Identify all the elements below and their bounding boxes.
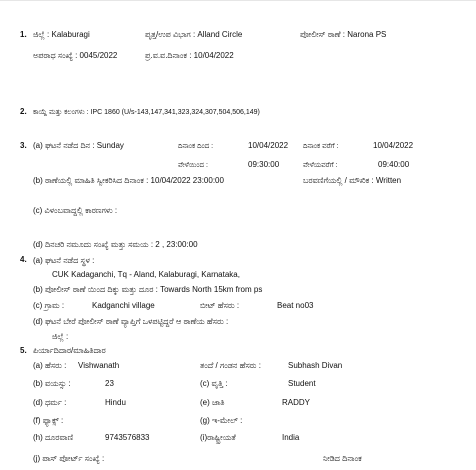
village-value: Kadganchi village <box>92 301 155 310</box>
date-to-label: ದಿನಾಂಕ ವರೆಗೆ : <box>303 143 339 150</box>
time-to-value: 09:40:00 <box>378 160 410 169</box>
nationality-value: India <box>282 433 300 442</box>
crime-number-field: ಅಪರಾಧ ಸಂಖ್ಯೆ : 0045/2022 <box>33 51 118 60</box>
issue-date-label: ನೀಡಿದ ದಿನಾಂಕ <box>323 454 362 463</box>
name-value: Vishwanath <box>78 361 120 370</box>
village-label: (c) ಗ್ರಾಮ : <box>33 301 65 310</box>
occupation-value: Student <box>288 379 316 388</box>
info-received-field: (b) ಠಾಣೆಯಲ್ಲಿ ಮಾಹಿತಿ ಸ್ವೀಕರಿಸಿದ ದಿನಾಂಕ : 10/04/2022 23:00:00 <box>33 176 224 185</box>
father-name-value: Subhash Divan <box>288 361 343 370</box>
passport-label: (j) ಪಾಸ್ ಪೋರ್ಟ್ ಸಂಖ್ಯೆ : <box>33 454 105 463</box>
district-field: ಜಿಲ್ಲೆ : Kalaburagi <box>33 30 90 39</box>
top-divider <box>0 0 476 1</box>
complainant-header: ಪಿರ್ಯಾದಿದಾರ/ಮಾಹಿತಿದಾರ <box>33 346 106 355</box>
time-to-label: ವೇಳೆಯವರೆಗೆ : <box>303 162 338 169</box>
caste-value: RADDY <box>282 398 311 407</box>
religion-label: (d) ಧರ್ಮ : <box>33 398 67 407</box>
email-label: (g) ಇ-ಮೇಲ್ : <box>200 416 243 425</box>
place-of-occurrence-label: (a) ಘಟನೆ ನಡೆದ ಸ್ಥಳ : <box>33 256 95 265</box>
general-diary-reference: (d) ದಿನಚರಿ ನಮೂದು ಸಂಖ್ಯೆ ಮತ್ತು ಸಮಯ : 2 , 23:00:00 <box>33 240 198 249</box>
section-5-number: 5. <box>20 346 27 355</box>
caste-label: (e) ಜಾತಿ <box>200 398 225 407</box>
fir-date-field: ಪ್ರ.ವ.ವ.ದಿನಾಂಕ : 10/04/2022 <box>145 51 234 60</box>
outside-district-field: ಜಿಲ್ಲೆ : <box>52 332 69 341</box>
time-from-value: 09:30:00 <box>248 160 280 169</box>
time-from-label: ವೇಳೆಯಿಂದ : <box>178 162 208 169</box>
section-4-number: 4. <box>20 255 27 264</box>
date-to-value: 10/04/2022 <box>373 141 414 150</box>
outside-jurisdiction-field: (d) ಘಟನೆ ಬೇರೆ ಪೋಲೀಸ್ ಠಾಣೆ ವ್ಯಾಪ್ತಿಗೆ ಒಳಪಟ್ಟಿದ್ದರೆ ಆ ಠಾಣೆಯ ಹೆಸರು : <box>33 317 229 326</box>
police-station-field: ಪೋಲೀಸ್ ಠಾಣೆ : Narona PS <box>300 30 387 39</box>
acts-sections-field: ಕಾಯ್ದೆ ಮತ್ತು ಕಲಂಗಳು : IPC 1860 (U/s-143,147,341,323,324,307,504,506,149) <box>33 109 260 116</box>
beat-value: Beat no03 <box>277 301 314 310</box>
subdivision-field: ಪೃತ್ತ/ಉಪ ವಿಭಾಗ : Alland Circle <box>145 30 243 39</box>
date-from-value: 10/04/2022 <box>248 141 289 150</box>
date-from-label: ದಿನಾಂಕ ದಿಂದ : <box>178 143 214 150</box>
direction-distance-field: (b) ಪೋಲೀಸ್ ಠಾಣೆ ಯಿಂದ ದಿಕ್ಕು ಮತ್ತು ದೂರ : Towards North 15km from ps <box>33 285 263 294</box>
info-type-field: ಬರವಣಿಗೆಯಲ್ಲಿ / ಮೌಖಿಕ : Written <box>303 176 402 185</box>
nationality-label: (i)ರಾಷ್ಟ್ರೀಯತೆ <box>200 433 236 442</box>
name-label: (a) ಹೆಸರು : <box>33 361 67 370</box>
phone-value: 9743576833 <box>105 433 150 442</box>
father-name-label: ತಂದೆ / ಗಂಡನ ಹೆಸರು : <box>200 361 261 370</box>
section-1-number: 1. <box>20 30 27 39</box>
fax-label: (f) ಫ್ಯಾಕ್ಸ್ : <box>33 416 64 425</box>
religion-value: Hindu <box>105 398 126 407</box>
section-3-number: 3. <box>20 141 27 150</box>
occurrence-day-field: (a) ಘಟನೆ ನಡೆದ ದಿನ : Sunday <box>33 141 124 150</box>
section-2-number: 2. <box>20 107 27 116</box>
occurrence-address: CUK Kadaganchi, Tq - Aland, Kalaburagi, Karnataka, <box>52 270 240 279</box>
age-label: (b) ವಯಸ್ಸು : <box>33 379 71 388</box>
delay-reason-field: (c) ವಿಳಂಬವಾದ್ದಲ್ಲಿ ಕಾರಣಗಳು : <box>33 206 118 215</box>
phone-label: (h) ದೂರವಾಣಿ <box>33 433 74 442</box>
occupation-label: (c) ವೃತ್ತಿ : <box>200 379 228 388</box>
beat-label: ಬೀಟ್ ಹೆಸರು : <box>200 301 240 310</box>
age-value: 23 <box>105 379 114 388</box>
